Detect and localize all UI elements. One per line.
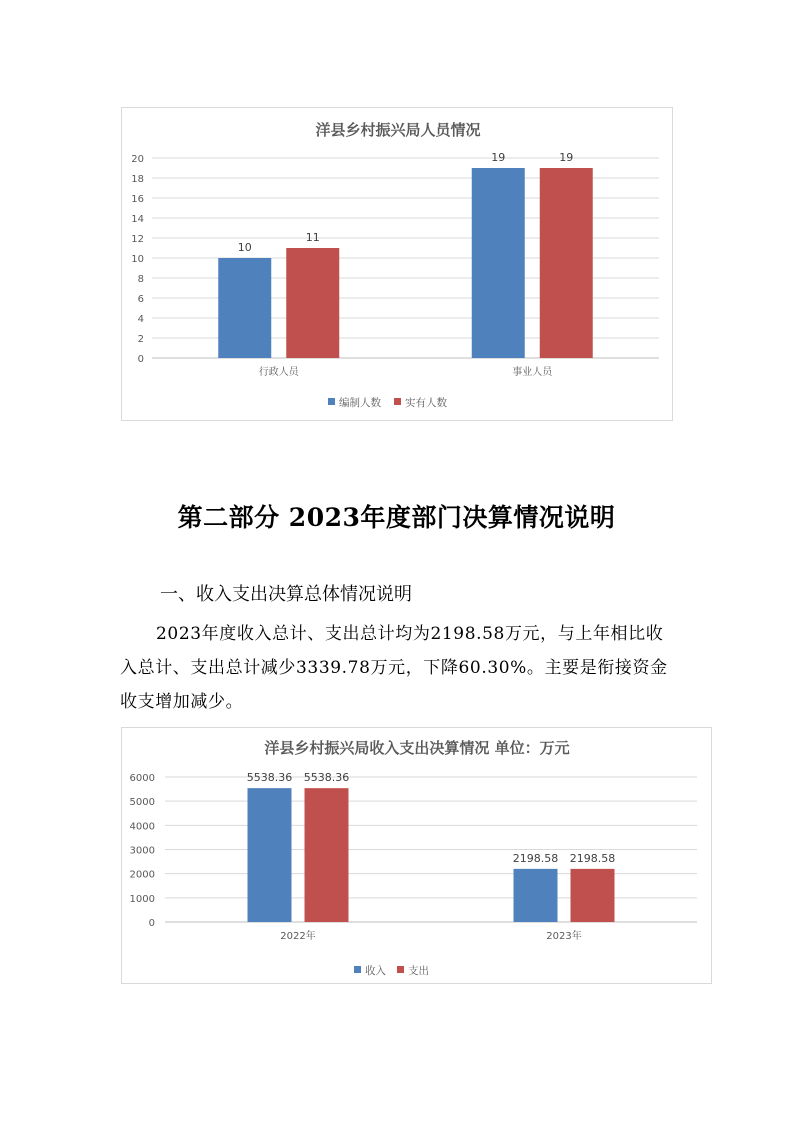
income-expense-chart [121, 727, 712, 984]
data-label: 5538.36 [303, 771, 350, 785]
category-label: 2022年 [280, 931, 316, 942]
body-paragraph: 2023年度收入总计、支出总计均为2198.58万元，与上年相比收入总计、支出总计减少3339.78万元，下降60.30%。主要是衔接资金收支增加减少。 [120, 624, 668, 712]
subheading: 一、收入支出决算总体情况说明 [160, 584, 412, 605]
bar-2 [286, 248, 339, 358]
legend-label: 编制人数 [339, 397, 381, 409]
data-label: 11 [305, 231, 320, 244]
y-tick-label: 20 [131, 154, 144, 165]
data-label: 2198.58 [569, 851, 616, 865]
y-tick-label: 0 [148, 918, 155, 929]
data-label: 2198.58 [512, 851, 559, 865]
data-label: 19 [491, 151, 506, 164]
legend-label: 实有人数 [405, 397, 447, 409]
category-label: 2023年 [546, 931, 582, 942]
legend-swatch [394, 398, 401, 405]
bar-1 [218, 258, 271, 358]
bar-1 [472, 168, 525, 358]
y-tick-label: 4 [137, 314, 144, 325]
y-tick-label: 14 [131, 214, 144, 225]
legend-label: 收入 [365, 965, 386, 977]
chart-title: 洋县乡村振兴局人员情况 [315, 121, 481, 139]
category-label: 事业人员 [512, 367, 553, 378]
bar-1 [514, 869, 558, 922]
personnel-chart-svg [122, 108, 674, 422]
bar-2 [571, 869, 615, 922]
data-label: 10 [237, 241, 252, 254]
personnel-chart [121, 107, 673, 421]
y-tick-label: 0 [137, 354, 144, 365]
legend-swatch [354, 966, 361, 973]
legend-swatch [328, 398, 335, 405]
legend-label: 支出 [408, 965, 429, 977]
bar-2 [305, 788, 349, 922]
y-tick-label: 1000 [129, 893, 155, 905]
y-tick-label: 6 [137, 294, 144, 305]
section-title: 第二部分 2023年度部门决算情况说明 [177, 503, 616, 532]
category-label: 行政人员 [258, 367, 299, 378]
y-tick-label: 3000 [129, 845, 155, 857]
bar-1 [248, 788, 292, 922]
y-tick-label: 8 [137, 274, 144, 285]
y-tick-label: 5000 [129, 797, 155, 809]
y-tick-label: 2 [137, 334, 144, 345]
bar-2 [540, 168, 593, 358]
data-label: 19 [559, 151, 574, 164]
legend-swatch [397, 966, 404, 973]
y-tick-label: 6000 [129, 773, 155, 784]
chart-title: 洋县乡村振兴局收入支出决算情况 单位：万元 [264, 739, 570, 757]
y-tick-label: 2000 [129, 869, 155, 881]
y-tick-label: 12 [131, 234, 144, 245]
y-tick-label: 4000 [129, 821, 155, 833]
y-tick-label: 18 [131, 174, 144, 185]
y-tick-label: 10 [131, 254, 144, 265]
income-expense-chart-svg [122, 728, 713, 985]
data-label: 5538.36 [246, 771, 293, 785]
y-tick-label: 16 [131, 194, 144, 205]
